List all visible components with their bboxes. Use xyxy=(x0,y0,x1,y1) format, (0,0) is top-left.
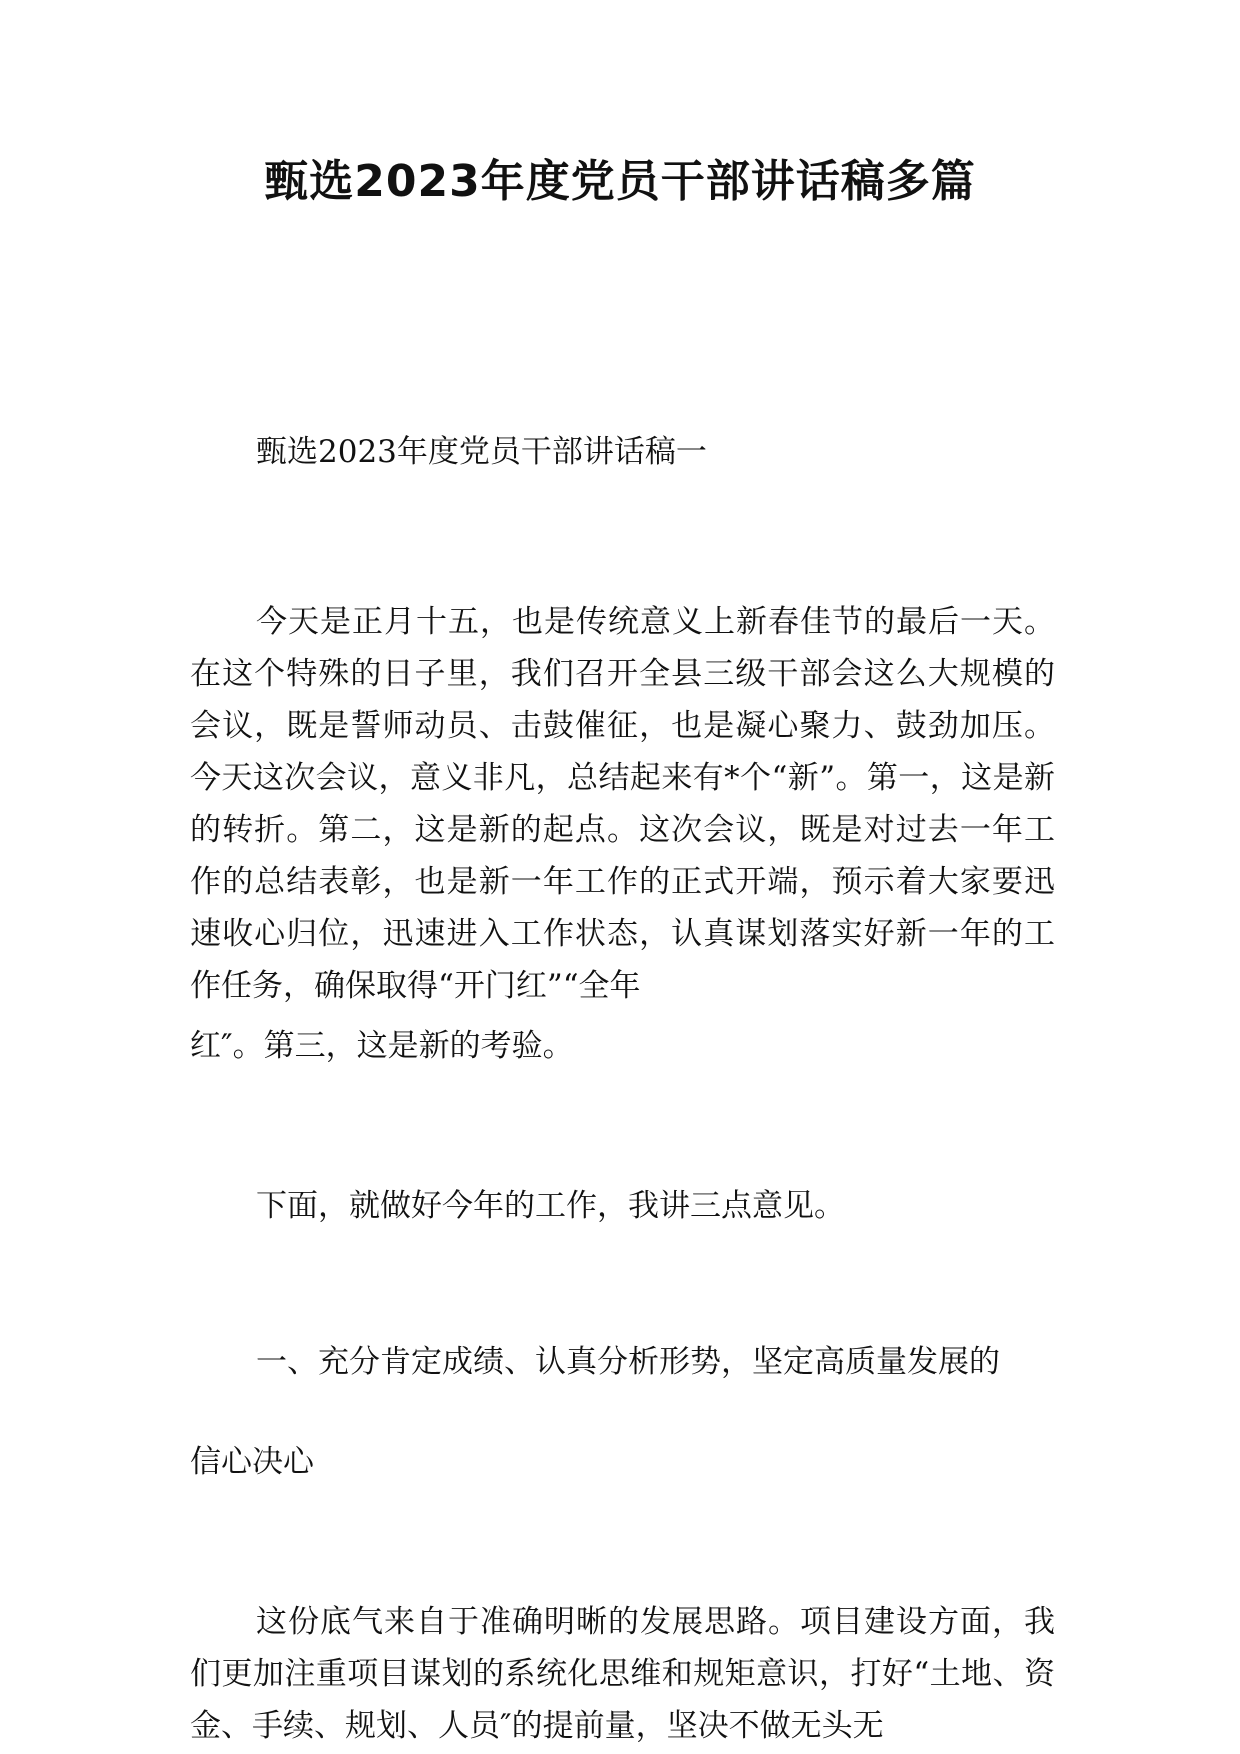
paragraph-intro-end: 红″。第三，这是新的考验。 xyxy=(190,1028,574,1064)
paragraph-confidence: 这份底气来自于准确明晰的发展思路。项目建设方面，我们更加注重项目谋划的系统化思维和规矩意识，打好“土地、资金、手续、规划、人员″的提前量，坚决不做无头无 xyxy=(190,1604,1055,1744)
heading-part-one xyxy=(190,1336,1055,1488)
section-heading: 甄选2023年度党员干部讲话稿一 xyxy=(256,434,707,470)
paragraph-opinions: 下面，就做好今年的工作，我讲三点意见。 xyxy=(256,1188,845,1224)
heading-part-one-text: 一、充分肯定成绩、认真分析形势，坚定高质量发展的 xyxy=(256,1344,1000,1380)
paragraph-intro xyxy=(190,596,1055,1072)
heading-part-one-end: 信心决心 xyxy=(190,1444,314,1480)
paragraph-intro-text: 今天是正月十五，也是传统意义上新春佳节的最后一天。在这个特殊的日子里，我们召开全县三级干部会这么大规模的会议，既是誓师动员、击鼓催征，也是凝心聚力、鼓劲加压。今天这次会议，意义非凡，总结起来有*个“新”。第一，这是新的转折。第二，这是新的起点。这次会议，既是对过去一年工作的总结表彰，也是新一年工作的正式开端，预示着大家要迅速收心归位，迅速进入工作状态，认真谋划落实好新一年的工作任务，确保取得“开门红”“全年 xyxy=(190,604,1055,1004)
document-title: 甄选2023年度党员干部讲话稿多篇 xyxy=(264,156,976,207)
